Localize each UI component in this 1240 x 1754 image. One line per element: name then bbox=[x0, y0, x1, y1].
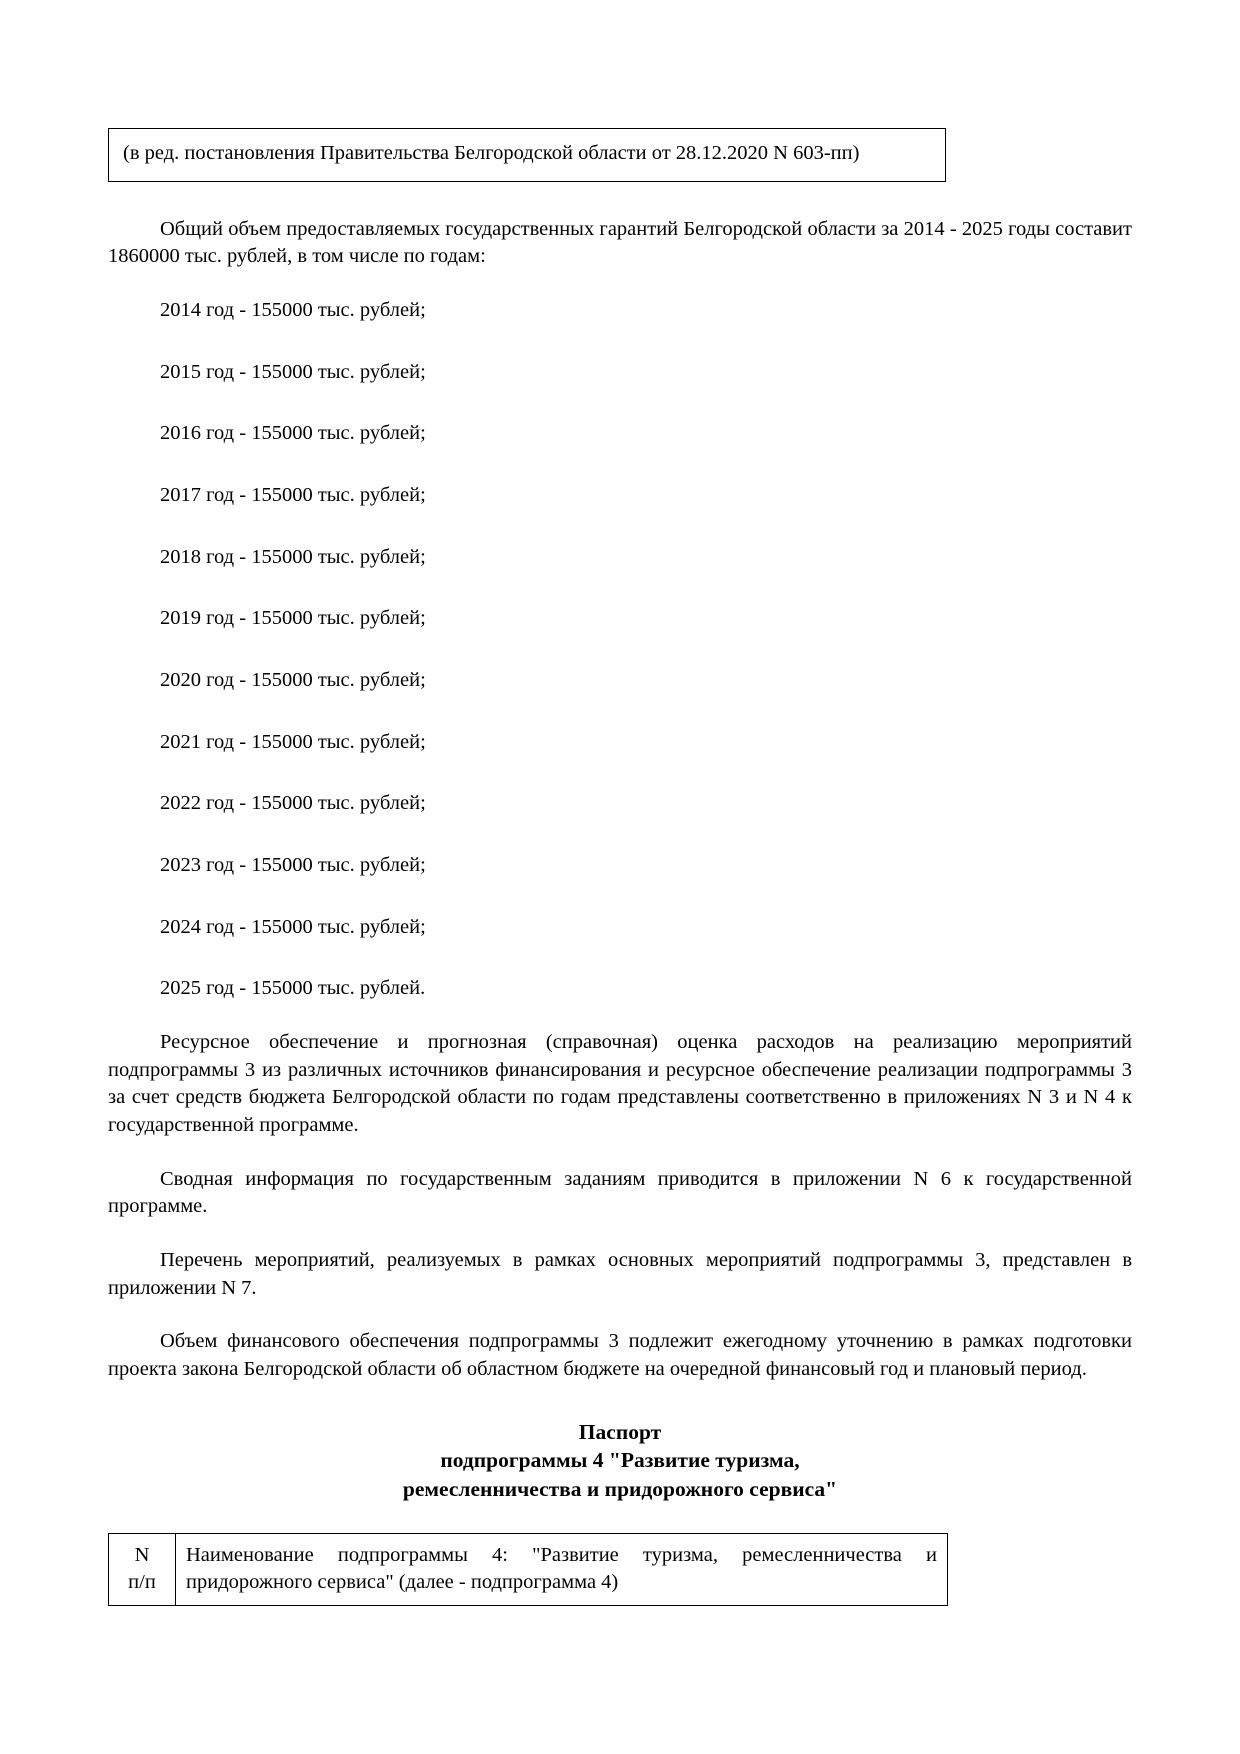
list-item: 2022 год - 155000 тыс. рублей; bbox=[160, 792, 426, 815]
passport-heading-line-1: Паспорт bbox=[578, 1419, 662, 1444]
passport-heading-line-3: ремесленничества и придорожного сервиса" bbox=[402, 1476, 838, 1501]
editorial-note-box bbox=[108, 128, 946, 182]
list-item: 2021 год - 155000 тыс. рублей; bbox=[160, 730, 426, 753]
list-item: 2023 год - 155000 тыс. рублей; bbox=[160, 854, 426, 877]
passport-table bbox=[108, 1533, 948, 1606]
body-paragraph-funding-volume: Объем финансового обеспечения подпрограммы 3 подлежит ежегодному уточнению в рамках подготовки проекта закона Белгородской области об областном бюджете на очередной финансовый год и плановый период. bbox=[108, 1330, 1132, 1381]
table-cell-description: Наименование подпрограммы 4: "Развитие туризма, ремесленничества и придорожного сервиса" (далее - подпрограмма 4) bbox=[176, 1533, 948, 1605]
list-item: 2015 год - 155000 тыс. рублей; bbox=[160, 360, 426, 383]
list-item: 2017 год - 155000 тыс. рублей; bbox=[160, 483, 426, 506]
list-item: 2025 год - 155000 тыс. рублей. bbox=[160, 977, 426, 1000]
list-item: 2019 год - 155000 тыс. рублей; bbox=[160, 607, 426, 630]
body-paragraph-summary: Сводная информация по государственным заданиям приводится в приложении N 6 к государственной программе. bbox=[108, 1167, 1132, 1218]
table-cell-number-line-1: N bbox=[134, 1543, 150, 1566]
passport-heading bbox=[108, 1418, 1132, 1503]
table-cell-number bbox=[109, 1533, 176, 1605]
list-item: 2020 год - 155000 тыс. рублей; bbox=[160, 669, 426, 691]
table-cell-number-line-2: п/п bbox=[128, 1570, 156, 1593]
editorial-note-text: (в ред. постановления Правительства Белгородской области от 28.12.2020 N 603-пп) bbox=[123, 142, 860, 164]
list-item: 2018 год - 155000 тыс. рублей; bbox=[160, 545, 426, 568]
table-row bbox=[109, 1533, 948, 1605]
list-item: 2014 год - 155000 тыс. рублей; bbox=[160, 298, 426, 321]
list-item: 2016 год - 155000 тыс. рублей; bbox=[160, 422, 426, 445]
body-paragraph-measures-list: Перечень мероприятий, реализуемых в рамках основных мероприятий подпрограммы 3, представлен в приложении N 7. bbox=[108, 1249, 1132, 1299]
passport-heading-line-2: подпрограммы 4 "Развитие туризма, bbox=[440, 1448, 800, 1473]
intro-paragraph: Общий объем предоставляемых государственных гарантий Белгородской области за 2014 - 2025 годы составит 1860000 тыс. рублей, в том числе по годам: bbox=[108, 217, 1132, 268]
body-paragraph-resources: Ресурсное обеспечение и прогнозная (справочная) оценка расходов на реализацию мероприятий подпрограммы 3 из различных источников финансирования и ресурсное обеспечение реализации подпрограммы 3 за счет средств бюджета Белгородской области по годам представлены соответственно в приложениях N 3 и N 4 к государственной программе. bbox=[108, 1031, 1132, 1137]
list-item: 2024 год - 155000 тыс. рублей; bbox=[160, 915, 426, 938]
year-amount-list bbox=[108, 297, 1132, 1003]
